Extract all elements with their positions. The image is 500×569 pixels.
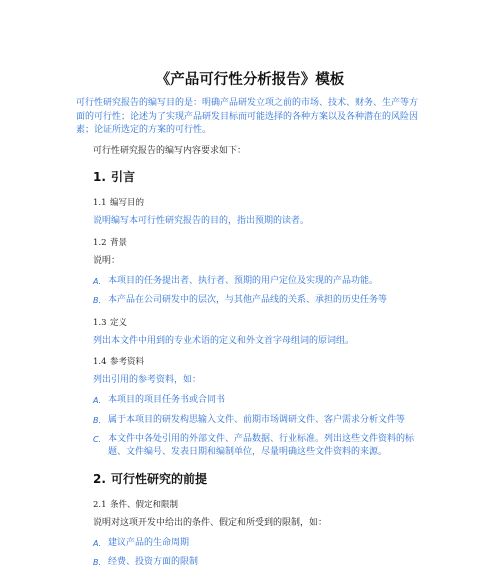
heading-1-4 (93, 355, 144, 367)
heading-number: 1. (93, 170, 106, 184)
list-marker: A. (93, 539, 102, 548)
list-text: 本项目的项目任务书或合同书 (108, 395, 226, 405)
list-text: 属于本项目的研发构思输入文件、前期市场调研文件、客户需求分析文件等 (108, 415, 406, 425)
list-item (93, 394, 423, 407)
heading-number: 1.3 (93, 318, 107, 328)
list-item (93, 275, 423, 288)
paragraph-1-2: 说明： (93, 256, 121, 266)
list-item (93, 556, 423, 569)
list-marker: C. (93, 435, 102, 444)
heading-1-2 (93, 236, 127, 248)
heading-number: 1.1 (93, 198, 107, 208)
paragraph-1-1: 说明编写本可行性研究报告的目的，指出预期的读者。 (93, 216, 310, 226)
list-text: 本项目的任务提出者、执行者、预期的用户定位及实现的产品功能。 (108, 276, 379, 286)
heading-text: 参考资料 (110, 357, 145, 367)
heading-1-3 (93, 316, 127, 328)
heading-text: 可行性研究的前提 (111, 472, 208, 486)
list-item (93, 294, 423, 307)
list-item (93, 433, 423, 459)
heading-section-2 (93, 470, 207, 487)
heading-text: 定义 (110, 318, 128, 328)
paragraph-1-3: 列出本文件中用到的专业术语的定义和外文首字母组词的原词组。 (93, 336, 355, 346)
list-text: 建议产品的生命周期 (108, 538, 190, 548)
list-marker: A. (93, 396, 102, 405)
list-marker: B. (93, 416, 102, 425)
list-text: 本文件中各处引用的外部文件、产品数据、行业标准。列出这些文件资料的标题、文件编号、发表日期和编制单位，尽量明确这些文件资料的来源。 (108, 434, 415, 457)
list-item (93, 537, 423, 550)
heading-number: 2.1 (93, 500, 107, 510)
requirements-lead: 可行性研究报告的编写内容要求如下： (93, 146, 247, 156)
heading-number: 1.2 (93, 238, 107, 248)
heading-text: 引言 (111, 170, 136, 184)
heading-text: 条件、假定和限制 (110, 500, 179, 510)
list-item (93, 414, 423, 427)
list-text: 经费、投资方面的限制 (108, 557, 199, 567)
heading-text: 编写目的 (110, 198, 145, 208)
heading-section-1 (93, 168, 135, 185)
document-title: 《产品可行性分析报告》模板 (155, 72, 345, 88)
paragraph-1-4: 列出引用的参考资料，如： (93, 375, 202, 385)
list-marker: A. (93, 277, 102, 286)
list-marker: B. (93, 296, 102, 305)
heading-number: 1.4 (93, 357, 107, 367)
heading-number: 2. (93, 472, 106, 486)
heading-1-1 (93, 196, 144, 208)
heading-text: 背景 (110, 238, 128, 248)
intro-paragraph: 可行性研究报告的编写目的是：明确产品研发立项之前的市场、技术、财务、生产等方面的可行性；论述为了实现产品研发目标而可能选择的各种方案以及各种潜在的风险因素；论证所选定的方案的可行性。 (76, 98, 419, 135)
list-marker: B. (93, 558, 102, 567)
heading-2-1 (93, 498, 178, 510)
paragraph-2-1: 说明对这项开发中给出的条件、假定和所受到的限制，如： (93, 518, 328, 528)
list-text: 本产品在公司研发中的层次，与其他产品线的关系、承担的历史任务等 (108, 295, 388, 305)
